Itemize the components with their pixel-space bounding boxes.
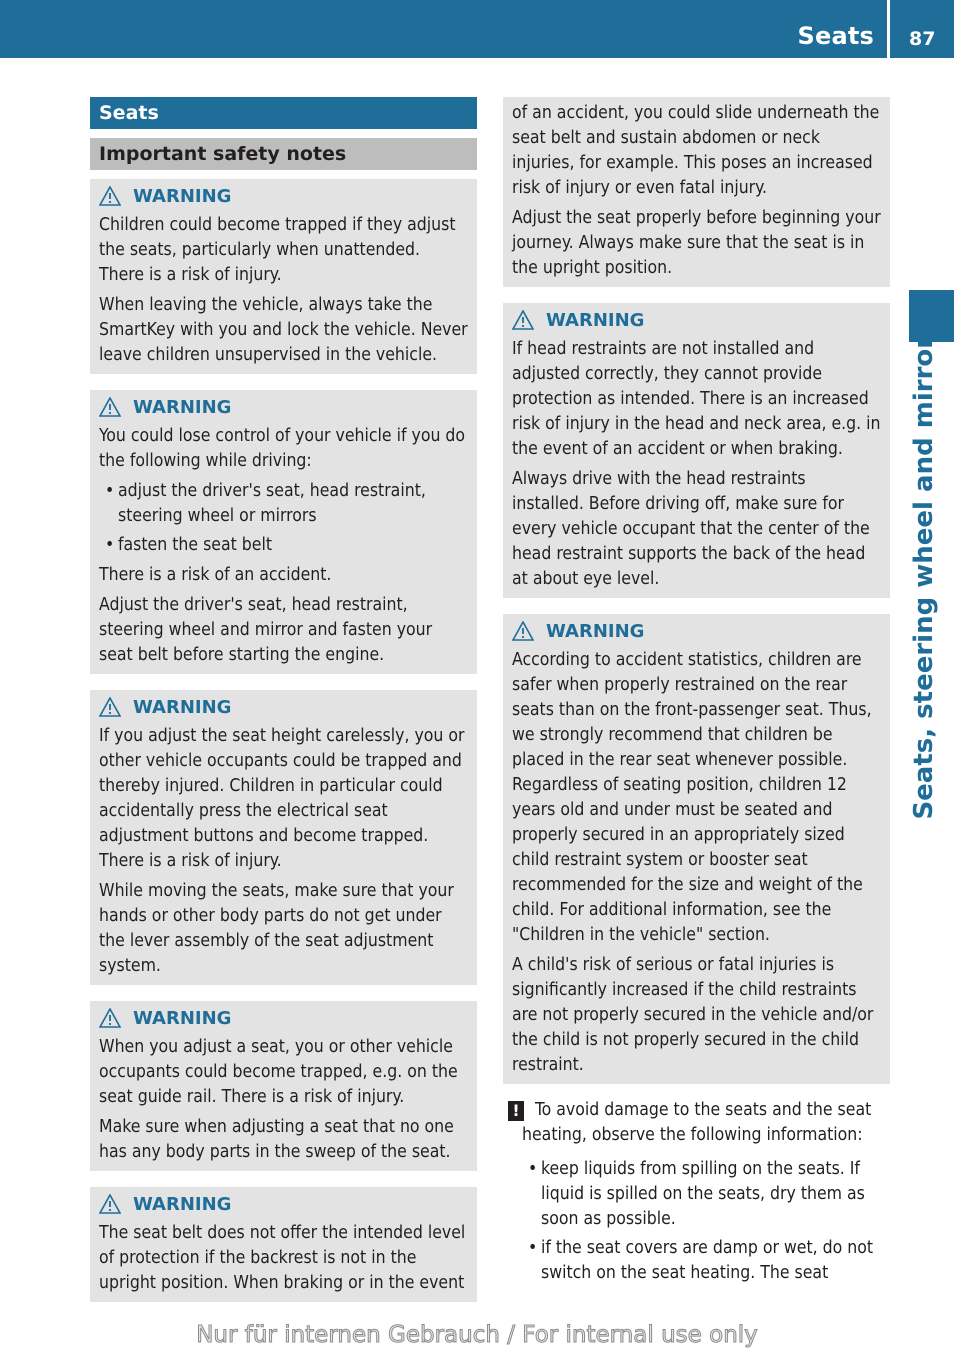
warning-triangle-icon bbox=[512, 621, 534, 641]
warning-box bbox=[503, 303, 890, 598]
right-column bbox=[503, 97, 890, 1291]
page-number: 87 bbox=[909, 28, 936, 50]
warning-box bbox=[503, 614, 890, 1084]
warning-box bbox=[90, 179, 477, 374]
section-title: Seats bbox=[90, 97, 477, 129]
warning-text: When you adjust a seat, you or other vehicle occupants could become trapped, e.g. on the seat guide rail. There is a risk of injury. bbox=[99, 1037, 458, 1107]
warning-text: If head restraints are not installed and adjusted correctly, they cannot provide protection as intended. There is an increased risk of injury in the head and neck area, e.g. in the event of an accident or when braking. bbox=[512, 339, 881, 459]
warning-text: The seat belt does not offer the intended level of protection if the backrest is not in the upright position. When braking or in the event bbox=[99, 1223, 466, 1293]
warning-label: WARNING bbox=[133, 1193, 232, 1215]
warning-label: WARNING bbox=[546, 620, 645, 642]
footer-watermark: Nur für internen Gebrauch / For internal use only bbox=[196, 1322, 758, 1348]
warning-heading bbox=[99, 1005, 468, 1031]
warning-triangle-icon bbox=[99, 1008, 121, 1028]
warning-text: Adjust the seat properly before beginning your journey. Always make sure that the seat is in the upright position. bbox=[512, 208, 881, 278]
warning-box-continued bbox=[503, 97, 890, 287]
damage-note bbox=[503, 1098, 890, 1286]
warning-text: If you adjust the seat height carelessly, you or other vehicle occupants could be trapped and thereby injured. Children in particular could accidentally press the electrical seat adjustment buttons and become trapped. There is a risk of injury. bbox=[99, 726, 465, 871]
warning-label: WARNING bbox=[546, 309, 645, 331]
warning-text: There is a risk of an accident. bbox=[99, 565, 332, 585]
warning-text: When leaving the vehicle, always take the SmartKey with you and lock the vehicle. Never leave children unsupervised in the vehicle. bbox=[99, 295, 468, 365]
note-text: To avoid damage to the seats and the seat heating, observe the following information: bbox=[522, 1100, 872, 1145]
warning-text: A child's risk of serious or fatal injuries is significantly increased if the child restraints are not properly secured in the vehicle and/or the child is not properly secured in the child restraint. bbox=[512, 955, 874, 1075]
header-divider bbox=[887, 0, 890, 58]
bullet-list bbox=[99, 479, 468, 558]
list-item: • adjust the driver's seat, head restraint, steering wheel or mirrors bbox=[99, 479, 468, 529]
warning-triangle-icon bbox=[99, 397, 121, 417]
warning-label: WARNING bbox=[133, 696, 232, 718]
list-item: • keep liquids from spilling on the seats. If liquid is spilled on the seats, dry them as soon as possible. bbox=[522, 1157, 890, 1232]
warning-heading bbox=[99, 183, 468, 209]
warning-box bbox=[90, 390, 477, 674]
warning-text: Children could become trapped if they adjust the seats, particularly when unattended. There is a risk of injury. bbox=[99, 215, 456, 285]
warning-label: WARNING bbox=[133, 185, 232, 207]
left-column bbox=[90, 97, 477, 1302]
warning-text: According to accident statistics, children are safer when properly restrained on the rear seats than on the front-passenger seat. Thus, we strongly recommend that children be placed in the rear seat whenever possible. Regardless of seating position, children 12 years old and under must be seated and properly secured in an appropriately sized child restraint system or booster seat recommended for the size and weight of the child. For additional information, see the "Children in the vehicle" section. bbox=[512, 650, 872, 945]
warning-box bbox=[90, 1187, 477, 1302]
warning-text: You could lose control of your vehicle if you do the following while driving: bbox=[99, 426, 466, 471]
warning-box bbox=[90, 1001, 477, 1171]
chapter-title: Seats bbox=[797, 22, 874, 50]
warning-triangle-icon bbox=[99, 186, 121, 206]
warning-heading bbox=[99, 694, 468, 720]
side-tab-label bbox=[909, 320, 939, 820]
warning-heading bbox=[512, 618, 881, 644]
side-tab-text: Seats, steering wheel and mirrors bbox=[909, 320, 939, 820]
warning-triangle-icon bbox=[512, 310, 534, 330]
warning-heading bbox=[99, 394, 468, 420]
list-item: • fasten the seat belt bbox=[99, 533, 468, 558]
page-header-bar bbox=[0, 0, 954, 58]
warning-text: Adjust the driver's seat, head restraint, steering wheel and mirror and fasten your seat belt before starting the engine. bbox=[99, 595, 433, 665]
warning-box bbox=[90, 690, 477, 985]
warning-heading bbox=[99, 1191, 468, 1217]
warning-triangle-icon bbox=[99, 1194, 121, 1214]
warning-label: WARNING bbox=[133, 396, 232, 418]
bullet-list bbox=[522, 1157, 890, 1286]
warning-text: While moving the seats, make sure that your hands or other body parts do not get under the lever assembly of the seat adjustment system. bbox=[99, 881, 454, 976]
list-item: • if the seat covers are damp or wet, do not switch on the seat heating. The seat bbox=[522, 1236, 890, 1286]
warning-heading bbox=[512, 307, 881, 333]
warning-label: WARNING bbox=[133, 1007, 232, 1029]
warning-text: Always drive with the head restraints installed. Before driving off, make sure for every vehicle occupant that the center of the head restraint supports the back of the head at about eye level. bbox=[512, 469, 870, 589]
warning-text: of an accident, you could slide underneath the seat belt and sustain abdomen or neck injuries, for example. This poses an increased risk of injury or even fatal injury. bbox=[512, 103, 880, 198]
warning-triangle-icon bbox=[99, 697, 121, 717]
subsection-title: Important safety notes bbox=[90, 138, 477, 170]
exclamation-icon: ! bbox=[508, 1101, 524, 1121]
warning-text: Make sure when adjusting a seat that no one has any body parts in the sweep of the seat. bbox=[99, 1117, 454, 1162]
